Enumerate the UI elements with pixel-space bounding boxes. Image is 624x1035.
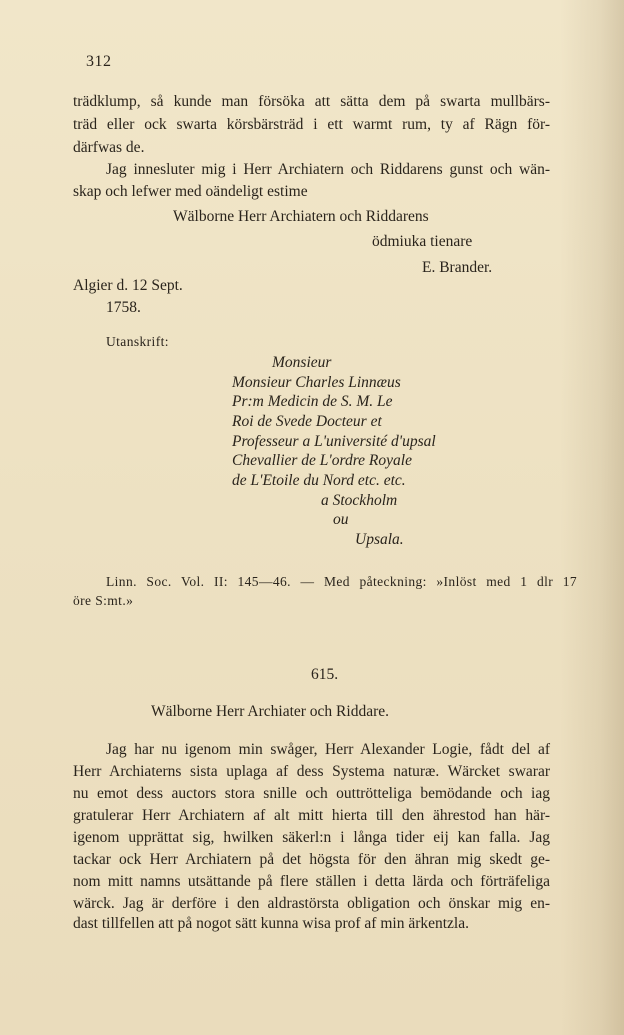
address-line: Chevallier de L'ordre Royale [232,452,412,469]
text-line: därfwas de. [73,139,145,156]
page-number: 312 [86,53,112,70]
letter-salutation: Wälborne Herr Archiatern och Riddarens [173,208,429,225]
address-line: Monsieur Charles Linnæus [232,374,401,391]
address-line: de L'Etoile du Nord etc. etc. [232,472,406,489]
source-note-line: Linn. Soc. Vol. II: 145—46. — Med påteckning: »Inlöst med 1 dlr 17 [106,574,577,589]
text-line: igenom upprättat sig, hwilken säkerl:n i långa tider eij kan falla. Jag [73,829,550,846]
address-line: Upsala. [355,531,404,548]
text-line: tackar ock Herr Archiatern på det högsta för den ähran mig skedt ge- [73,851,550,868]
text-line: dast tillfellen att på nogot sätt kunna wisa prof af min ärkentzla. [73,915,469,932]
address-line: Monsieur [272,354,332,371]
address-line: Pr:m Medicin de S. M. Le [232,393,393,410]
text-line: nom mitt namns utsättande på flere ställen i detta lärda och förträfeliga [73,873,550,890]
text-line: nu emot dess auctors stora snille och outtrötteliga bemödande och iag [73,785,550,802]
text-line: gratulerar Herr Archiatern af alt mitt hierta till den ährestod han här- [73,807,550,824]
letter-place-date: Algier d. 12 Sept. [73,277,183,294]
letter-closing: ödmiuka tienare [372,233,473,250]
address-line: a Stockholm [321,492,398,509]
address-line: Professeur a L'université d'upsal [232,433,436,450]
text-line: Herr Archiaterns sista uplaga af dess Systema naturæ. Wärcket swarar [73,763,550,780]
letter-year: 1758. [106,299,141,316]
address-line: ou [333,511,349,528]
address-line: Roi de Svede Docteur et [232,413,382,430]
text-line: träd eller ock swarta körsbärsträd i ett warmt rum, ty af Rägn för- [73,116,550,133]
source-note-line: öre S:mt.» [73,593,134,608]
text-line: skap och lefwer med oändeligt estime [73,183,308,200]
letter-signature: E. Brander. [422,259,493,276]
text-line: trädklump, så kunde man försöka att sätta dem på swarta mullbärs- [73,93,550,110]
address-label: Utanskrift: [106,334,169,349]
text-line: wärck. Jag är derföre i den aldrastörsta obligation och önskar mig en- [73,895,550,912]
letter-salutation: Wälborne Herr Archiater och Riddare. [151,703,389,720]
letter-number: 615. [311,666,339,683]
text-line: Jag innesluter mig i Herr Archiatern och Riddarens gunst och wän- [106,161,550,178]
text-line: Jag har nu igenom min swåger, Herr Alexander Logie, fådt del af [106,741,550,758]
